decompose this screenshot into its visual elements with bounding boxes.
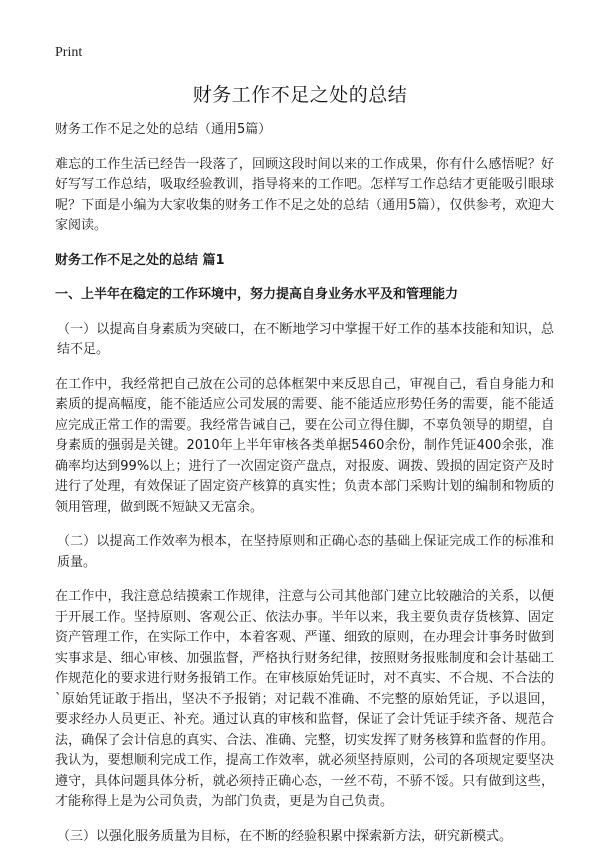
document-subtitle: 财务工作不足之处的总结（通用5篇） [55, 122, 272, 137]
paragraph-3: （二）以提高工作效率为根本，在坚持原则和正确心态的基础上保证完成工作的标准和质量。 [57, 534, 554, 570]
paragraph-4: 在工作中，我注意总结摸索工作规律，注意与公司其他部门建立比较融洽的关系，以便于开展工作。坚持原则、客观公正、依法办事。半年以来，我主要负责存货核算、固定资产管理工作，在实际工作中，本着客观、严谨、细致的原则，在办理会计事务时做到实事求是、细心审核、加强监督，严格执行财务纪律，按照财务报账制度和会计基础工作规范化的要求进行财务报销工作。在审核原始凭证时，对不真实、不合规、不合法的`原始凭证敢于指出，坚决不予报销；对记载不准确、不完整的原始凭证，予以退回，要求经办人员更正、补充。通过认真的审核和监督，保证了会计凭证手续齐备、规范合法，确保了会计信息的真实、合法、准确、完整，切实发挥了财务核算和监督的作用。我认为，要想顺利完成工作，提高工作效率，就必须坚持原则，公司的各项规定要坚决遵守，具体问题具体分析，就必须持正确心态，一丝不苟，不骄不馁。只有做到这些，才能称得上是为公司负责，为部门负责，更是为自己负责。 [55, 589, 554, 809]
paragraph-5: （三）以强化服务质量为目标，在不断的经验积累中探索新方法，研究新模式。 [57, 828, 513, 844]
paragraph-1: （一）以提高自身素质为突破口，在不断地学习中掌握干好工作的基本技能和知识，总结不足。 [57, 321, 554, 357]
intro-paragraph: 难忘的工作生活已经告一段落了，回顾这段时间以来的工作成果，你有什么感悟呢？好好写写工作总结，吸取经验教训，指导将来的工作吧。怎样写工作总结才更能吸引眼球呢？下面是小编为大家收集的财务工作不足之处的总结（通用5篇），仅供参考，欢迎大家阅读。 [55, 156, 554, 233]
document-body [55, 120, 554, 861]
print-link[interactable]: Print [55, 45, 83, 60]
section-title: 财务工作不足之处的总结 篇1 [55, 252, 225, 268]
page-title: 财务工作不足之处的总结 [192, 84, 408, 106]
paragraph-2: 在工作中，我经常把自己放在公司的总体框架中来反思自己，审视自己，看自身能力和素质的提高幅度，能不能适应公司发展的需要、能不能适应形势任务的需要，能不能适应完成正常工作的需要。我经常告诫自己，要在公司立得住脚，不辜负领导的期望，自身素质的强弱是关键。2010年上半年审核各类单据5460余份，制作凭证400余张，准确率均达到99%以上；进行了一次固定资产盘点，对报废、调拨、毁损的固定资产及时进行了处理，有效保证了固定资产核算的真实性；负责本部门采购计划的编制和物质的领用管理，做到既不短缺又无富余。 [55, 376, 554, 515]
section-heading: 一、上半年在稳定的工作环境中，努力提高自身业务水平及和管理能力 [55, 287, 459, 302]
